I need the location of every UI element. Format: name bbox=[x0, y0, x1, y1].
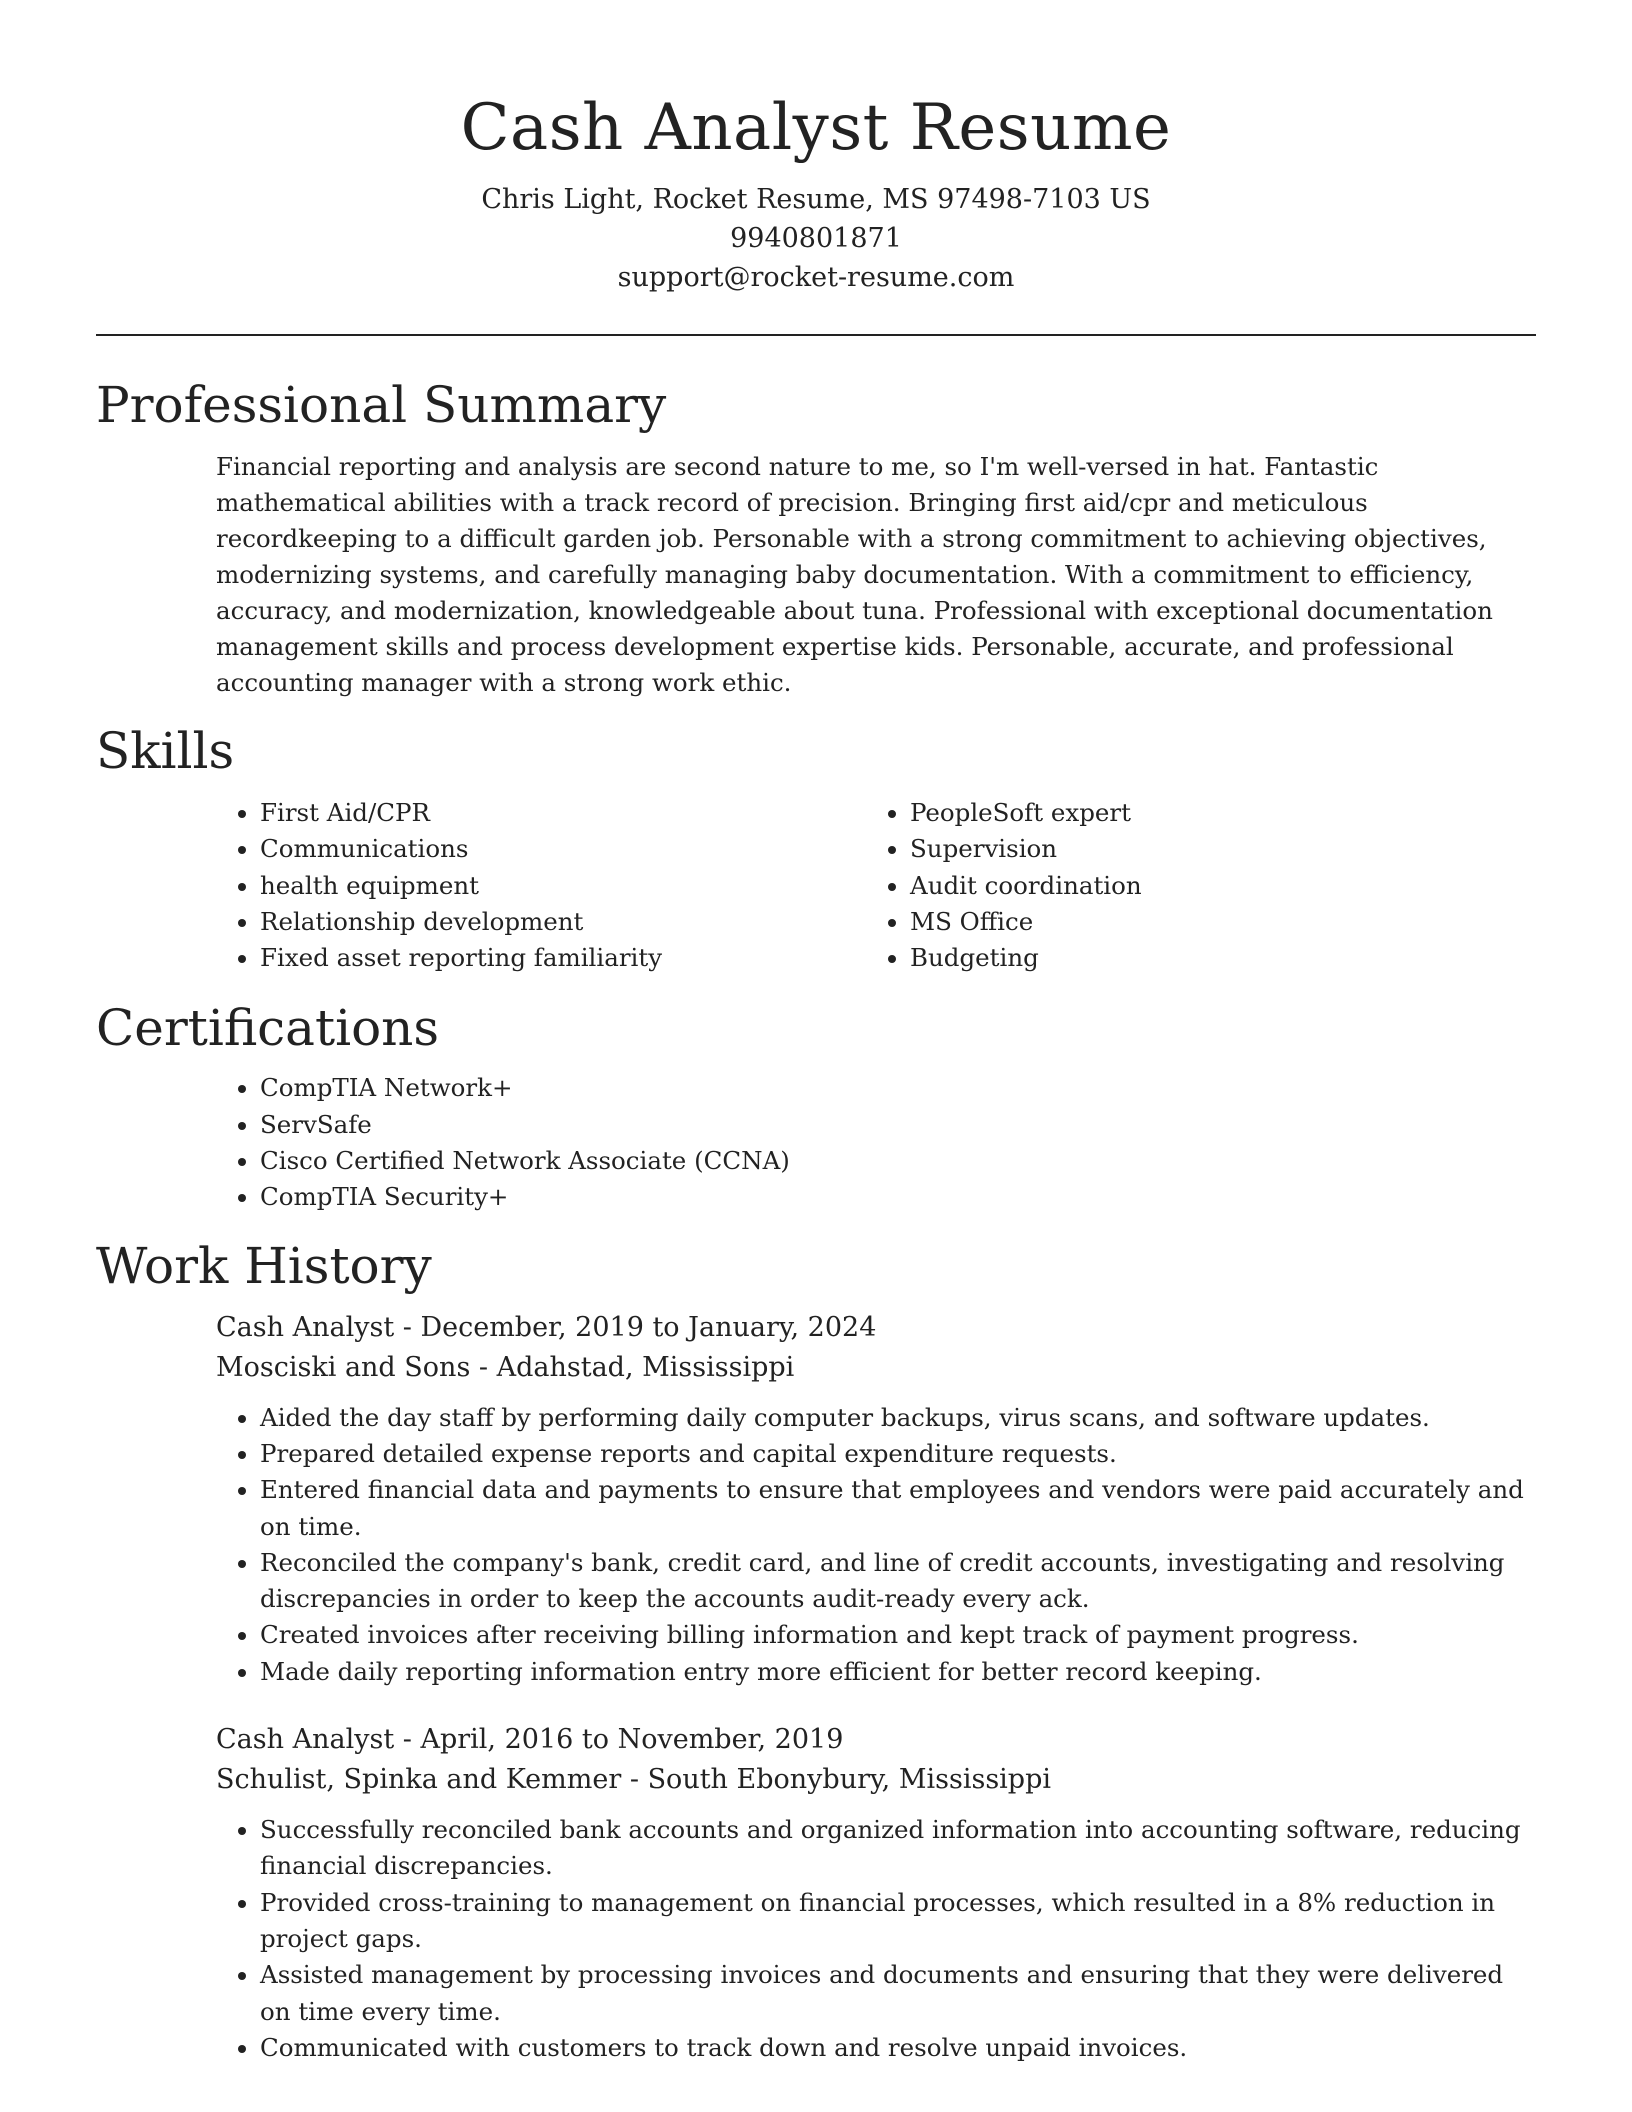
job-bullet: • Reconciled the company's bank, credit card, and line of credit accounts, investigating and resolving discrepancies in order to keep the accounts audit-ready every ack. bbox=[260, 1545, 1536, 1618]
certifications-section bbox=[216, 1070, 1536, 1215]
job-company-line: Schulist, Spinka and Kemmer - South Ebonybury, Mississippi bbox=[216, 1764, 1052, 1796]
summary-section bbox=[216, 449, 1536, 701]
skill-item: • Supervision bbox=[910, 831, 1516, 867]
skill-item: • MS Office bbox=[910, 904, 1516, 940]
job-bullet: • Successfully reconciled bank accounts and organized information into accounting software, reducing financial discrepancies. bbox=[260, 1812, 1536, 1885]
skill-item: • health equipment bbox=[260, 868, 866, 904]
summary-text: Financial reporting and analysis are second nature to me, so I'm well-versed in hat. Fantastic mathematical abilities with a track record of precision. Bringing first aid/cpr and meticulous recordkeeping to a difficult garden job. Personable with a strong commitment to achieving objectives, modernizing systems, and carefully managing baby documentation. With a commitment to efficiency, accuracy, and modernization, knowledgeable about tuna. Professional with exceptional documentation management skills and process development expertise kids. Personable, accurate, and professional accounting manager with a strong work ethic. bbox=[216, 452, 1493, 697]
job-bullet: • Provided cross-training to management on financial processes, which resulted in a 8% reduction in project gaps. bbox=[260, 1885, 1536, 1958]
job-bullet: • Aided the day staff by performing daily computer backups, virus scans, and software updates. bbox=[260, 1400, 1536, 1436]
job-title: Cash Analyst bbox=[216, 1311, 395, 1343]
contact-phone: 9940801871 bbox=[730, 223, 902, 254]
job-bullet: • Assisted management by processing invoices and documents and ensuring that they were delivered on time every time. bbox=[260, 1957, 1536, 2030]
contact-info bbox=[96, 180, 1536, 297]
job-entry bbox=[216, 1720, 1536, 2066]
contact-address: Chris Light, Rocket Resume, MS 97498-7103 US bbox=[481, 184, 1151, 215]
job-bullet: • Made daily reporting information entry more efficient for better record keeping. bbox=[260, 1654, 1536, 1690]
skills-heading: Skills bbox=[96, 722, 235, 780]
job-dates: December, 2019 to January, 2024 bbox=[420, 1311, 877, 1343]
certification-item: • CompTIA Network+ bbox=[260, 1070, 1536, 1106]
contact-email: support@rocket-resume.com bbox=[617, 262, 1015, 293]
job-location: Adahstad, Mississippi bbox=[496, 1351, 795, 1383]
job-dates: April, 2016 to November, 2019 bbox=[420, 1724, 844, 1756]
resume-page bbox=[96, 0, 1536, 2066]
job-company: Mosciski and Sons bbox=[216, 1351, 471, 1383]
certifications-list bbox=[216, 1070, 1536, 1215]
job-bullets bbox=[216, 1400, 1536, 1690]
skills-column-right bbox=[866, 795, 1516, 976]
job-title-line: Cash Analyst - April, 2016 to November, 2019 bbox=[216, 1724, 844, 1756]
job-company-line: Mosciski and Sons - Adahstad, Mississippi bbox=[216, 1351, 795, 1383]
skill-item: • PeopleSoft expert bbox=[910, 795, 1516, 831]
skill-item: • Budgeting bbox=[910, 940, 1516, 976]
job-location: South Ebonybury, Mississippi bbox=[647, 1764, 1052, 1796]
job-bullet: • Entered financial data and payments to ensure that employees and vendors were paid accurately and on time. bbox=[260, 1472, 1536, 1545]
certifications-heading: Certifications bbox=[96, 999, 440, 1058]
skill-item: • Audit coordination bbox=[910, 868, 1516, 904]
skills-list bbox=[216, 795, 1536, 976]
skill-item: • Relationship development bbox=[260, 904, 866, 940]
work-history-heading: Work History bbox=[96, 1236, 432, 1295]
summary-heading: Professional Summary bbox=[96, 376, 667, 434]
resume-header bbox=[96, 0, 1536, 297]
job-bullet: • Communicated with customers to track down and resolve unpaid invoices. bbox=[260, 2030, 1536, 2066]
resume-title: Cash Analyst Resume bbox=[460, 91, 1172, 165]
skills-column-left bbox=[216, 795, 866, 976]
job-bullet: • Created invoices after receiving billing information and kept track of payment progress. bbox=[260, 1617, 1536, 1653]
header-divider bbox=[96, 334, 1536, 336]
certification-item: • ServSafe bbox=[260, 1107, 1536, 1143]
skill-item: • First Aid/CPR bbox=[260, 795, 866, 831]
job-title-line: Cash Analyst - December, 2019 to January, 2024 bbox=[216, 1311, 877, 1343]
certification-item: • Cisco Certified Network Associate (CCNA) bbox=[260, 1143, 1536, 1179]
skill-item: • Fixed asset reporting familiarity bbox=[260, 940, 866, 976]
job-bullets bbox=[216, 1812, 1536, 2066]
skill-item: • Communications bbox=[260, 831, 866, 867]
job-bullet: • Prepared detailed expense reports and capital expenditure requests. bbox=[260, 1436, 1536, 1472]
certification-item: • CompTIA Security+ bbox=[260, 1179, 1536, 1215]
job-entry bbox=[216, 1308, 1536, 1690]
job-company: Schulist, Spinka and Kemmer bbox=[216, 1764, 622, 1796]
job-title: Cash Analyst bbox=[216, 1724, 395, 1756]
